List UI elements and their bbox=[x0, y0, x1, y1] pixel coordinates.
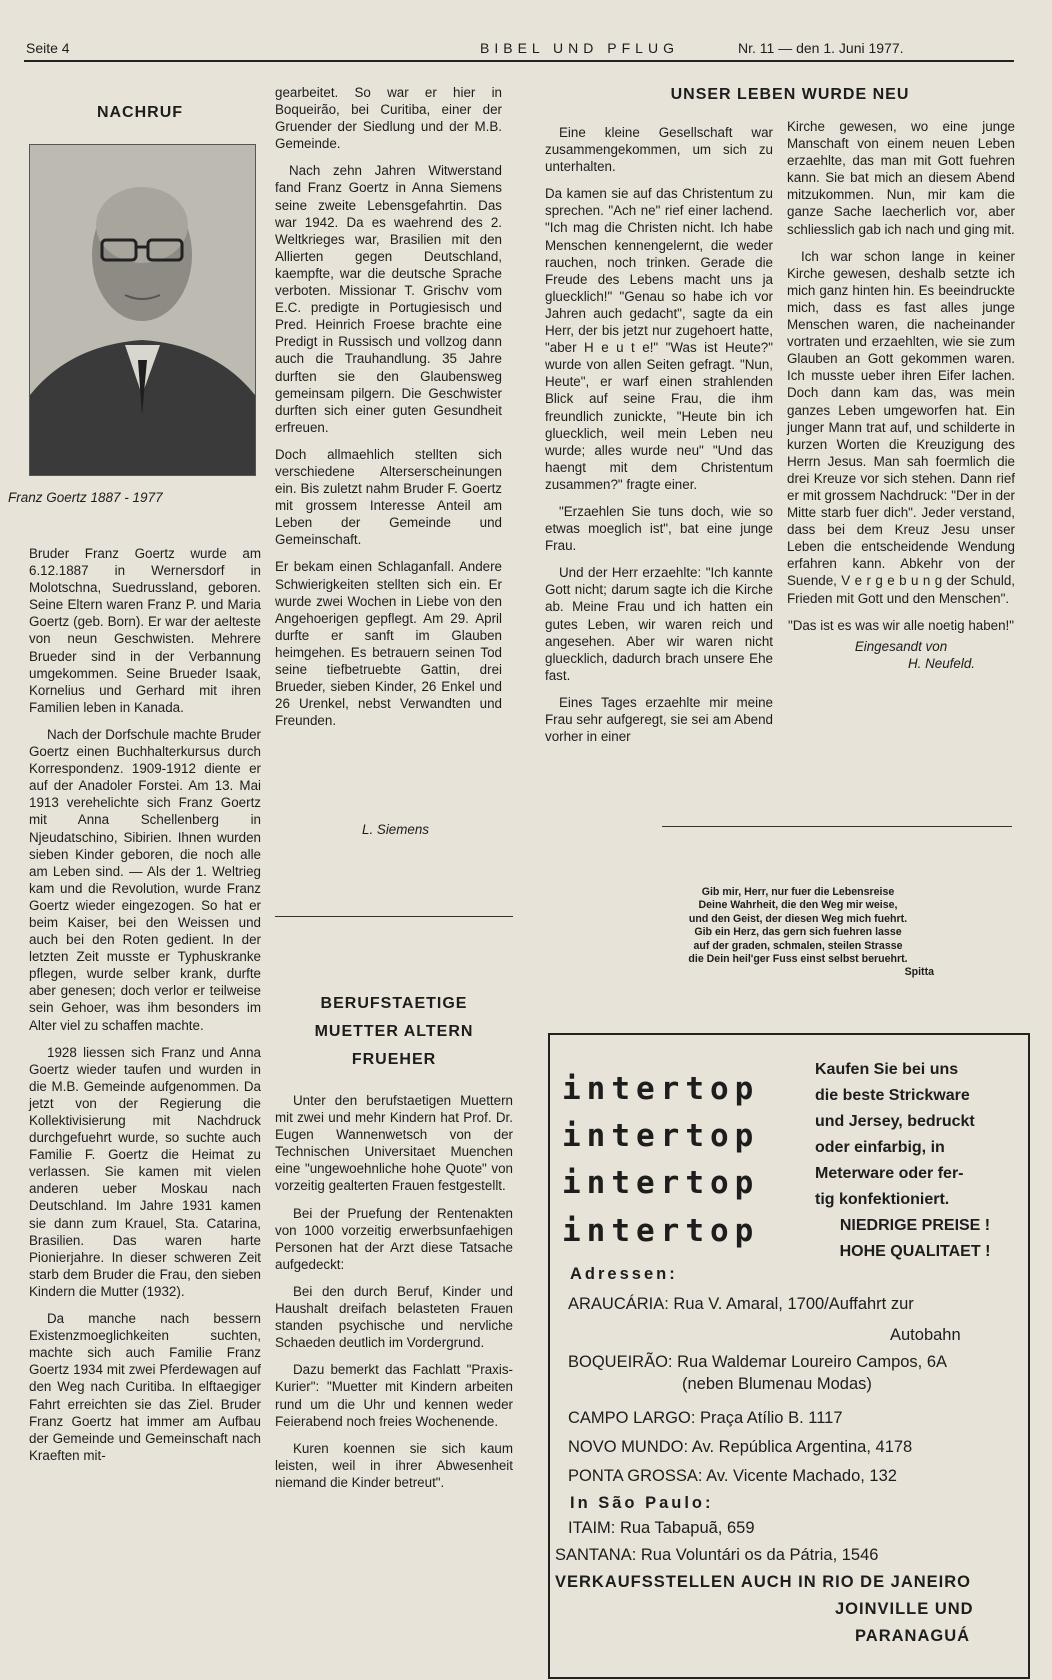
paragraph: Eine kleine Gesellschaft war zusammengekommen, um sich zu unterhalten. bbox=[545, 125, 773, 175]
header-rule bbox=[24, 60, 1014, 62]
paragraph: gearbeitet. So war er hier in Boqueirão, bei Curitiba, einer der Gruender der Siedlung und der M.B. Gemeinde. bbox=[275, 85, 502, 152]
section-divider bbox=[275, 916, 513, 917]
paragraph: Kuren koennen sie sich kaum leisten, weil in ihrer Abwesenheit niemand die Kinder betreut". bbox=[275, 1440, 513, 1490]
sao-paulo-label: In São Paulo: bbox=[570, 1494, 714, 1512]
ad-footer: VERKAUFSSTELLEN AUCH IN RIO DE JANEIRO bbox=[555, 1573, 972, 1591]
nachruf-title: NACHRUF bbox=[96, 104, 184, 121]
paragraph: Bruder Franz Goertz wurde am 6.12.1887 in Wernersdorf in Molotschna, Suedrussland, geboren. Seine Eltern waren Franz P. und Maria Goertz (geb. Born). Er war der aelteste von neun Geschwisten. Mehrere Brueder sind in der Verbannung umgekommen. Seine Brueder Isaak, Kornelius und Gerhard mit ihren Familien leben in Kanada. bbox=[29, 546, 261, 715]
poem-line: Gib mir, Herr, nur fuer die Lebensreise bbox=[701, 886, 895, 898]
ad-promo bbox=[815, 1057, 1015, 1265]
poem-author: Spitta bbox=[904, 966, 934, 979]
paragraph: "Das ist es was wir alle noetig haben!" bbox=[787, 617, 1015, 633]
poem-line: und den Geist, der diesen Weg mich fuehrt. bbox=[688, 912, 908, 925]
section-divider bbox=[662, 826, 1012, 827]
muetter-title-line: MUETTER ALTERN bbox=[314, 1023, 474, 1040]
paper-title: BIBEL UND PFLUG bbox=[480, 40, 679, 56]
paragraph: Und der Herr erzaehlte: "Ich kannte Gott nicht; darum sagte ich die Kirche ab. Meine Frau und ich hatten ein gutes Leben, wir waren reich und angesehen. Aber wir waren nicht gluecklich, dadurch brach unsere Ehe fast. bbox=[545, 565, 773, 683]
paragraph: Nach zehn Jahren Witwerstand fand Franz Goertz in Anna Siemens seine zweite Lebensgefahrtin. Das war 1942. Da es waehrend des 2. Weltkrieges war, Brasilien mit den Allierten gegen Deutschland, kaempfte, war die deutsche Sprache verboten. Missionar T. Grischv vom E.C. predigte in Portugiesisch und Pred. Heinrich Froese brachte eine Predigt in Russisch und vollzog dann auch die Trauhandlung. 35 Jahre durften sie den Glaubensweg gemeinsam pilgern. Die Geschwister durften sich einer guten Gesundheit erfreuen. bbox=[275, 163, 502, 435]
brand-logo: intertop bbox=[562, 1165, 760, 1201]
poem-line: die Dein heil'ger Fuss einst selbst beruehrt. bbox=[688, 953, 908, 966]
paragraph: Bei den durch Beruf, Kinder und Haushalt dreifach belasteten Frauen standen psychische und nervliche Schaeden deutlich im Vordergrund. bbox=[275, 1283, 513, 1351]
address-line: SANTANA: Rua Voluntári os da Pátria, 1546 bbox=[555, 1546, 879, 1564]
promo-slogan: NIEDRIGE PREISE ! bbox=[839, 1217, 991, 1234]
poem-line: Gib ein Herz, das gern sich fuehren lasse bbox=[694, 926, 902, 939]
paragraph: Kirche gewesen, wo eine junge Manschaft von einem neuen Leben erzaehlte, das man mit Gott fuehren kann. Sie bat mich an diesem Abend mitzukommen. Nun, mir kam die ganze Sache laecherlich vor, aber schliesslich gab ich nach und ging mit. bbox=[787, 119, 1015, 237]
photo-caption: Franz Goertz 1887 - 1977 bbox=[8, 490, 163, 505]
promo-line: Meterware oder fer- bbox=[815, 1165, 964, 1182]
address-line: NOVO MUNDO: Av. República Argentina, 4178 bbox=[568, 1438, 913, 1456]
paragraph: Nach der Dorfschule machte Bruder Goertz einen Buchhalterkursus durch Korrespondenz. 1909-1912 diente er auf der Anadoler Forstei. Am 13. Mai 1913 verehelichte sich Franz Goertz mit Anna Schellenberg in Njeudatschino, Sibirien. Ihnen wurden sieben Kinder geboren, die noch alle am Leben sind. — Als der 1. Weltrieg kam und die Revolution, wurde Franz Goertz wieder eingezogen. So hat er beim Kaiser, bei den Weissen und auch bei den Roten gedient. In der letzten Zeit musste er Typhuskranke pflegen, wurde selber krank, durfte aber genesen; doch verlor er teilweise sein Gehoer, was ihm besonders im Alter viel zu schaffen machte. bbox=[29, 726, 261, 1033]
nachruf-column-2 bbox=[275, 84, 502, 739]
address-line: BOQUEIRÃO: Rua Waldemar Loureiro Campos, 6A bbox=[568, 1353, 948, 1371]
paragraph: Unter den berufstaetigen Muettern mit zwei und mehr Kindern hat Prof. Dr. Eugen Wannenwetsch von der Technischen Universitaet Muenchen eine "ungewoehnliche hohe Quote" von vorzeitig gealterten Frauen festgestellt. bbox=[275, 1093, 513, 1194]
leben-column-2 bbox=[787, 118, 1015, 672]
muetter-column bbox=[275, 1092, 513, 1501]
ad-footer: JOINVILLE UND bbox=[835, 1600, 974, 1618]
paragraph: "Erzaehlen Sie tuns doch, wie so etwas moeglich ist", bat eine junge Frau. bbox=[545, 503, 773, 554]
page-number: Seite 4 bbox=[26, 40, 70, 56]
poem-line: auf der graden, schmalen, steilen Strasse bbox=[693, 939, 903, 952]
brand-logo: intertop bbox=[562, 1118, 760, 1154]
address-line: PONTA GROSSA: Av. Vicente Machado, 132 bbox=[568, 1467, 897, 1485]
portrait-image bbox=[30, 145, 255, 475]
leben-source: Eingesandt von bbox=[854, 638, 948, 654]
paragraph: 1928 liessen sich Franz und Anna Goertz wieder taufen und wurden in die M.B. Gemeinde aufgenommen. Da jetzt von der Regierung die Kollektivisierung mit Nachdruck durchgefuehrt wurde, so suchte auch Familie F. Goertz die Heimat zu verlassen. Sie kamen mit vielen anderen ueber Moskau nach Deutschland. Im Jahre 1931 kamen sie dann zum Krauel, Sta. Catarina, Brasilien. Das waren harte Pionierjahre. In dieser schweren Zeit starb dem Bruder die Frau, den sieben Kindern die Mutter (1932). bbox=[29, 1044, 261, 1299]
promo-line: Kaufen Sie bei uns bbox=[815, 1061, 959, 1078]
promo-line: tig konfektioniert. bbox=[815, 1191, 950, 1208]
address-line: ITAIM: Rua Tabapuã, 659 bbox=[568, 1519, 755, 1537]
leben-title: UNSER LEBEN WURDE NEU bbox=[670, 86, 910, 103]
paragraph: Er bekam einen Schlaganfall. Andere Schwierigkeiten stellten sich ein. Er wurde zwei Wochen in Liebe von den Angehoerigen gepflegt. Am 29. April durfte er sanft im Glauben heimgehen. Es betrauern seinen Tod seine tiefbetruebte Gattin, drei Brueder, sieben Kinder, 26 Enkel und 26 Urenkel, nebst Verwandten und Freunden. bbox=[275, 559, 502, 729]
nachruf-signature: L. Siemens bbox=[362, 822, 429, 837]
paragraph: Ich war schon lange in keiner Kirche gewesen, deshalb setzte ich mich ganz hinten hin. Es beeindruckte mich, dass es fast alles junge Menschen waren, die nacheinander vortraten und erzaehlten, wie sie zum Glauben an Gott gekommen waren. Ich musste ueber ihren Eifer lachen. Doch dann kam das, was mein ganzes Leben umgeworfen hat. Ein junger Mann trat auf, und schilderte in kurzen Worten die Kreuzigung des Herrn Jesus. Man sah foermlich die drei Kreuze vor sich stehen. Dann rief er mit grossem Nachdruck: "Der in der Mitte starb fuer dich". Jeder verstand, dass bei dem Kreuz Jesu unser Leben die entscheidende Wendung erfahren kann. Abkehr von der Suende, V e r g e b u n g der Schuld, Frieden mit Gott und den Menschen". bbox=[787, 248, 1015, 606]
poem bbox=[662, 886, 934, 980]
intertop-advertisement bbox=[548, 1033, 1030, 1679]
promo-line: oder einfarbig, in bbox=[815, 1139, 945, 1156]
address-line: (neben Blumenau Modas) bbox=[682, 1375, 872, 1393]
muetter-title bbox=[275, 990, 513, 1074]
brand-logo: intertop bbox=[562, 1071, 760, 1107]
promo-line: die beste Strickware bbox=[815, 1087, 970, 1104]
leben-author: H. Neufeld. bbox=[908, 655, 975, 671]
paragraph: Da manche nach bessern Existenzmoeglichkeiten suchten, machte sich auch Familie Franz Goertz 1934 mit zwei Pferdewagen auf den Weg nach Curitiba. In elftaegiger Fahrt erreichten sie das Ziel. Bruder Franz Goertz hat immer am Aufbau der Gemeinde und Gemeinschaft nach Kraeften mit- bbox=[29, 1311, 261, 1463]
promo-slogan: HOHE QUALITAET ! bbox=[839, 1243, 991, 1260]
muetter-title-line: FRUEHER bbox=[351, 1051, 437, 1068]
portrait-photo bbox=[29, 144, 256, 476]
muetter-title-line: BERUFSTAETIGE bbox=[320, 995, 468, 1012]
brand-logo: intertop bbox=[562, 1213, 760, 1249]
poem-line: Deine Wahrheit, die den Weg mir weise, bbox=[698, 899, 898, 912]
nachruf-column-1 bbox=[29, 545, 261, 1474]
issue-date: Nr. 11 — den 1. Juni 1977. bbox=[738, 40, 904, 56]
address-line: CAMPO LARGO: Praça Atílio B. 1117 bbox=[568, 1409, 843, 1427]
adressen-label: Adressen: bbox=[570, 1265, 678, 1283]
address-line: Autobahn bbox=[890, 1326, 961, 1344]
leben-column-1 bbox=[545, 124, 773, 755]
paragraph: Dazu bemerkt das Fachlatt "Praxis-Kurier": "Muetter mit Kindern arbeiten rund um die Uhr und kennen weder Feierabend noch freies Wochenende. bbox=[275, 1362, 513, 1429]
paragraph: Bei der Pruefung der Rentenakten von 1000 vorzeitig erwerbsunfaehigen Personen hat der Arzt diese Tatsache aufgedeckt: bbox=[275, 1205, 513, 1272]
address-line: ARAUCÁRIA: Rua V. Amaral, 1700/Auffahrt zur bbox=[568, 1295, 914, 1313]
paragraph: Doch allmaehlich stellten sich verschiedene Alterserscheinungen ein. Bis zuletzt nahm Bruder F. Goertz mit grossem Interesse Anteil am Leben der Gemeinde und Gemeinschaft. bbox=[275, 446, 502, 548]
paragraph: Eines Tages erzaehlte mir meine Frau sehr aufgeregt, sie sei am Abend vorher in einer bbox=[545, 694, 773, 745]
ad-footer: PARANAGUÁ bbox=[855, 1627, 971, 1645]
promo-line: und Jersey, bedruckt bbox=[815, 1113, 975, 1130]
paragraph: Da kamen sie auf das Christentum zu sprechen. "Ach ne" rief einer lachend. "Ich mag die Christen nicht. Ich habe Menschen kennengelernt, die weder rauchen, noch trinken. Gerade die Freude des Lebens macht uns ja gluecklich!" "Genau so habe ich vor Jahren auch gedacht", sagte da ein Herr, der bis jetzt nur zugehoert hatte, "aber H e u t e!" "Was ist Heute?" wurde von allen Seiten gefragt. "Nun, Heute", er warf einen strahlenden Blick auf seine Frau, die ihm freundlich zunickte, "Heute bin ich gluecklich, weil mein Leben neu wurde; alles wurde neu" "Und das haengt mit dem Christentum zusammen?" fragte einer. bbox=[545, 186, 773, 492]
